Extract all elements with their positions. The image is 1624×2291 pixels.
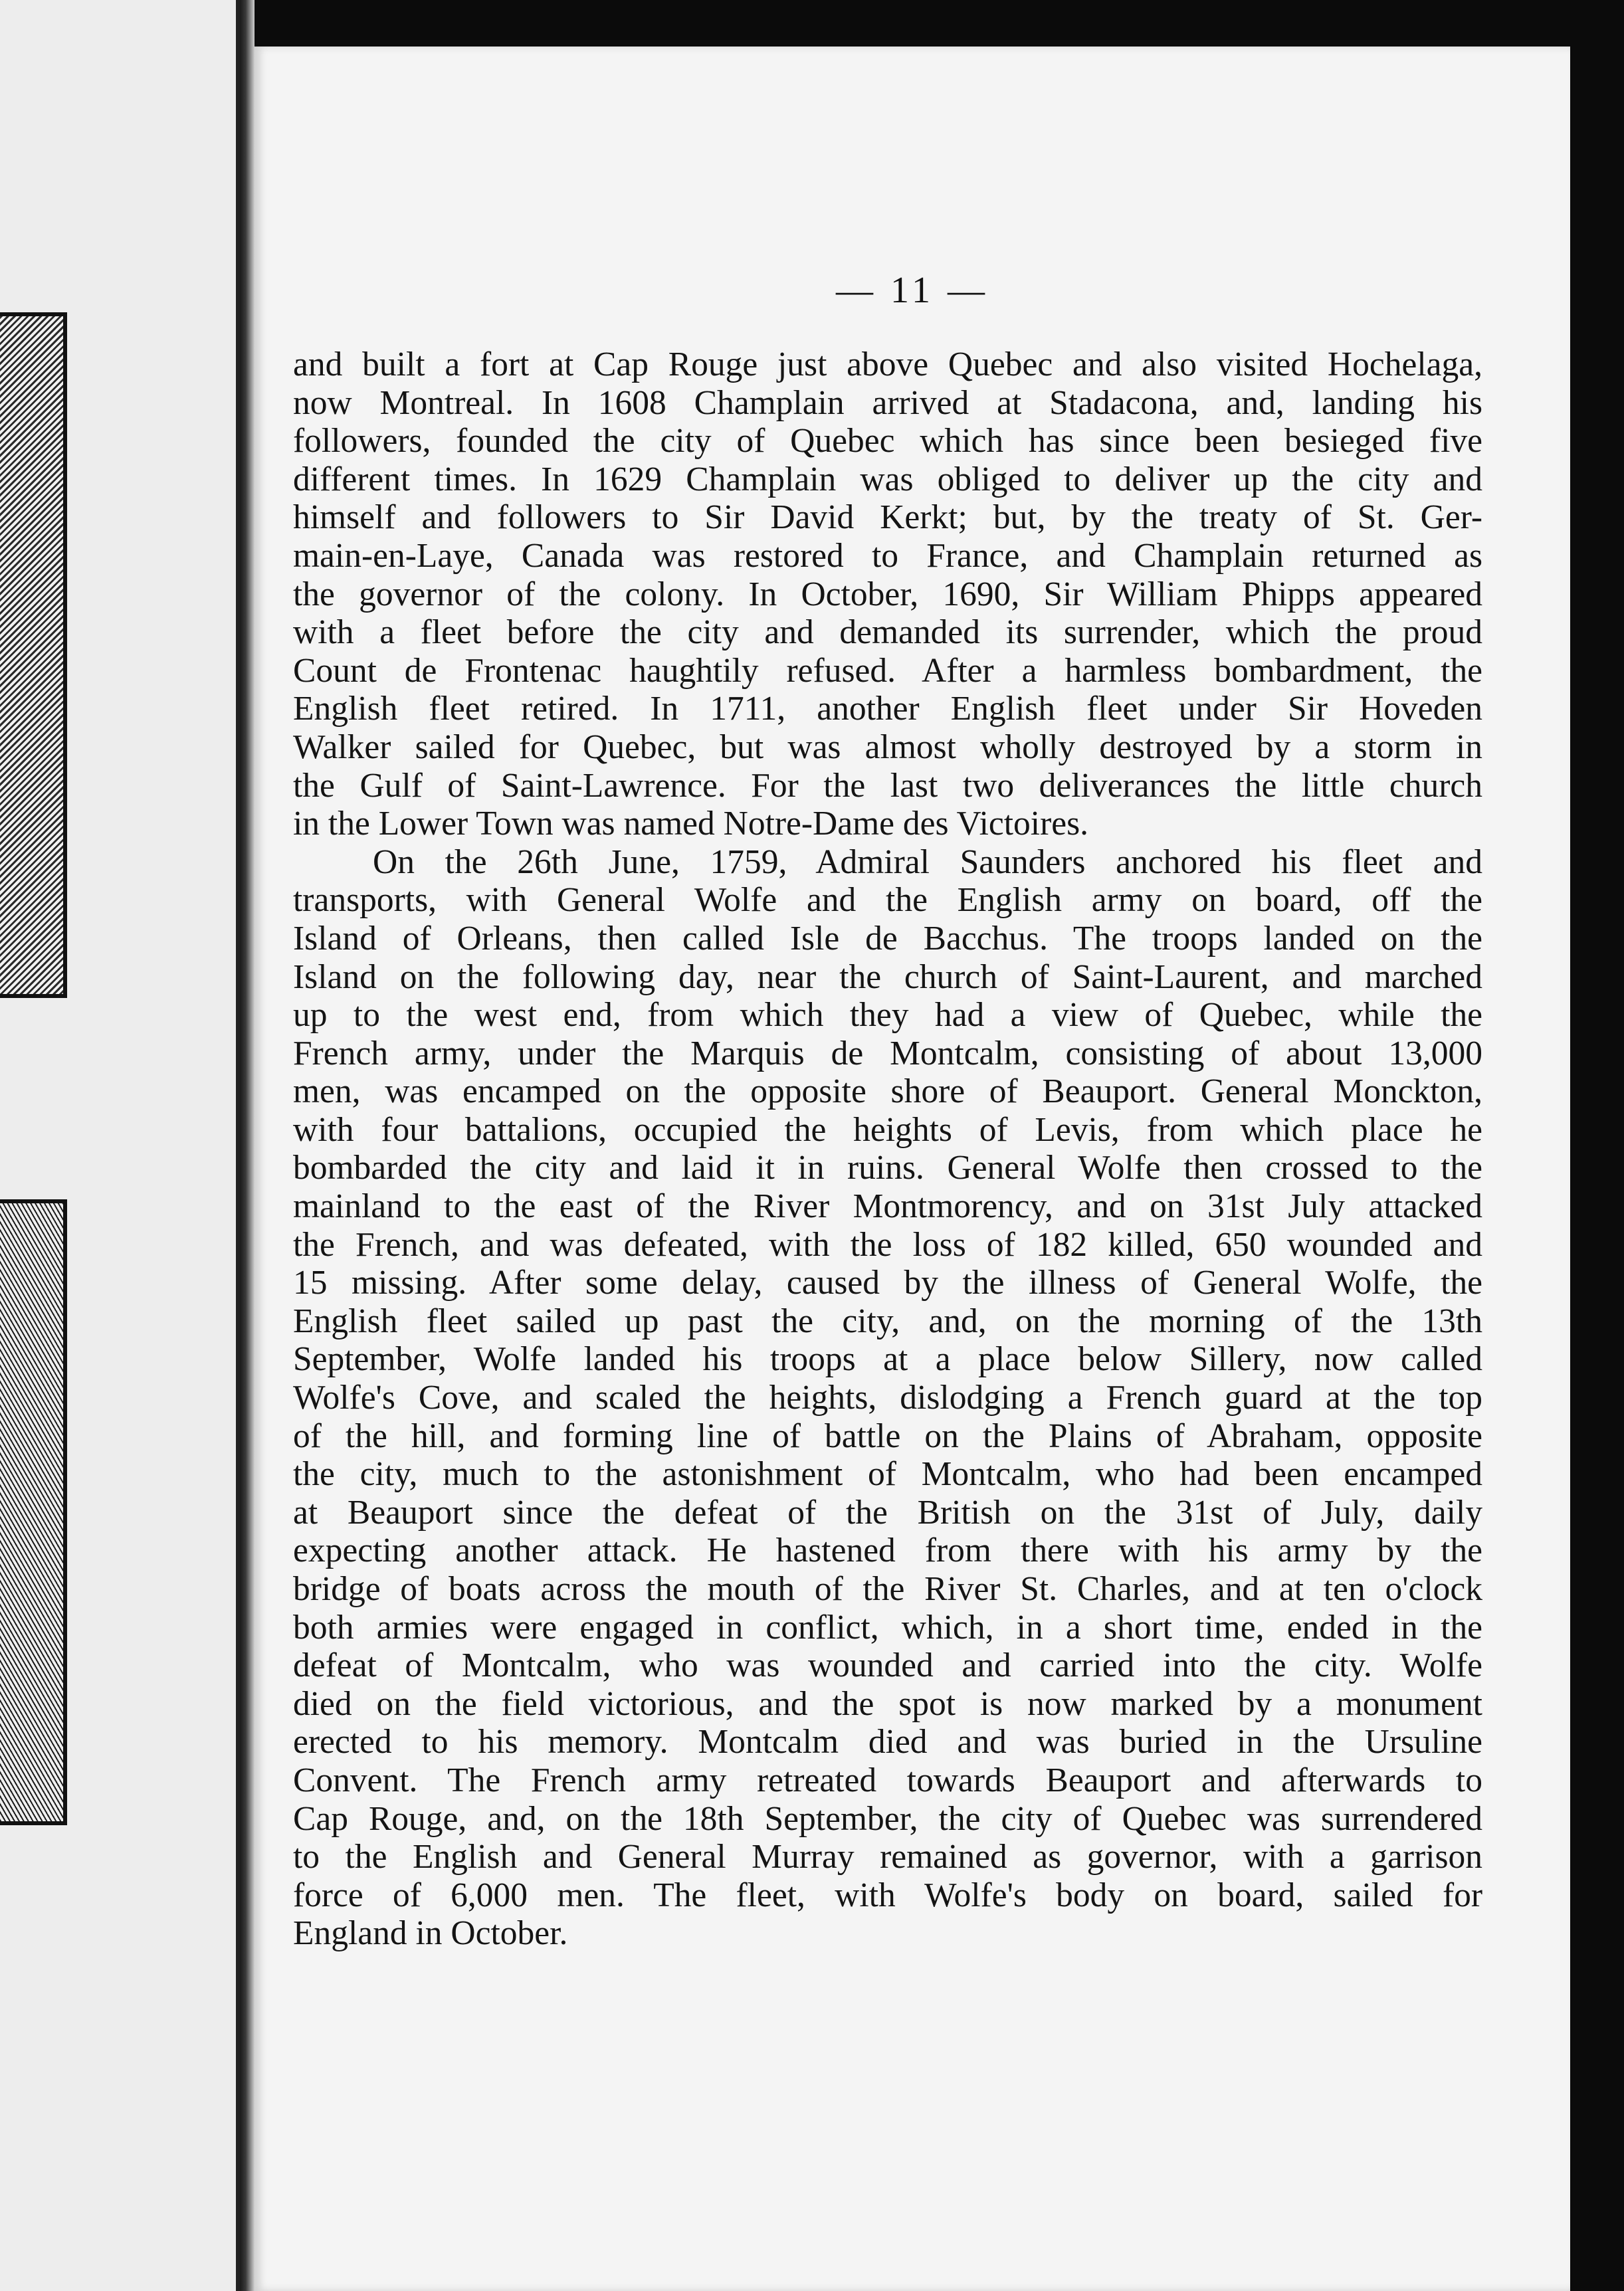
text-line: bombarded the city and laid it in ruins. General Wolfe then crossed to the — [293, 1149, 1482, 1187]
text-line: force of 6,000 men. The fleet, with Wolfe's body on board, sailed for — [293, 1876, 1482, 1914]
text-line: English fleet retired. In 1711, another English fleet under Sir Hoveden — [293, 690, 1482, 728]
text-line: to the English and General Murray remained as governor, with a garrison — [293, 1838, 1482, 1876]
previous-page-edge — [0, 0, 240, 2291]
text-line: now Montreal. In 1608 Champlain arrived at Stadacona, and, landing his — [293, 383, 1482, 422]
text-line: transports, with General Wolfe and the English army on board, off the — [293, 881, 1482, 920]
text-line: On the 26th June, 1759, Admiral Saunders anchored his fleet and — [373, 843, 1482, 881]
text-line: the Gulf of Saint-Lawrence. For the last two deliverances the little church — [293, 766, 1482, 805]
text-line: expecting another attack. He hastened from there with his army by the — [293, 1532, 1482, 1570]
paragraph-1 — [293, 346, 1482, 843]
page-number: — 11 — — [836, 270, 989, 311]
engraving-fragment-bottom — [0, 1199, 67, 1825]
text-line: died on the field victorious, and the spot is now marked by a monument — [293, 1684, 1482, 1723]
text-line: both armies were engaged in conflict, which, in a short time, ended in the — [293, 1608, 1482, 1646]
text-line: Count de Frontenac haughtily refused. After a harmless bombardment, the — [293, 651, 1482, 690]
text-line: erected to his memory. Montcalm died and was buried in the Ursuline — [293, 1723, 1482, 1761]
text-line: mainland to the east of the River Montmorency, and on 31st July attacked — [293, 1187, 1482, 1226]
text-line: Cap Rouge, and, on the 18th September, the city of Quebec was surrendered — [293, 1799, 1482, 1838]
book-gutter — [240, 0, 254, 2291]
text-line: with four battalions, occupied the heights of Levis, from which place he — [293, 1110, 1482, 1149]
paragraph-2 — [293, 843, 1482, 1953]
text-line: up to the west end, from which they had a view of Quebec, while the — [293, 996, 1482, 1035]
text-line: defeat of Montcalm, who was wounded and carried into the city. Wolfe — [293, 1646, 1482, 1685]
text-line: at Beauport since the defeat of the British on the 31st of July, daily — [293, 1493, 1482, 1532]
text-line: the governor of the colony. In October, 1690, Sir William Phipps appeared — [293, 575, 1482, 613]
text-line: main-en-Laye, Canada was restored to France, and Champlain returned as — [293, 536, 1482, 575]
text-line: with a fleet before the city and demanded its surrender, which the proud — [293, 613, 1482, 652]
text-line: and built a fort at Cap Rouge just above Quebec and also visited Hochelaga, — [293, 346, 1482, 383]
text-line: English fleet sailed up past the city, and, on the morning of the 13th — [293, 1302, 1482, 1340]
text-line: followers, founded the city of Quebec which has since been besieged five — [293, 422, 1482, 460]
text-line: the French, and was defeated, with the loss of 182 killed, 650 wounded and — [293, 1225, 1482, 1264]
engraving-fragment-top — [0, 312, 67, 998]
text-line: of the hill, and forming line of battle on the Plains of Abraham, opposite — [293, 1417, 1482, 1455]
text-line: French army, under the Marquis de Montcalm, consisting of about 13,000 — [293, 1034, 1482, 1072]
text-line: bridge of boats across the mouth of the River St. Charles, and at ten o'clock — [293, 1570, 1482, 1608]
text-line: England in October. — [293, 1914, 568, 1953]
text-line: Island of Orleans, then called Isle de Bacchus. The troops landed on the — [293, 919, 1482, 957]
text-line: himself and followers to Sir David Kerkt; but, by the treaty of St. Ger- — [293, 498, 1482, 537]
text-line: Convent. The French army retreated towards Beauport and afterwards to — [293, 1761, 1482, 1799]
body-text — [293, 346, 1482, 1953]
text-line: men, was encamped on the opposite shore of Beauport. General Monckton, — [293, 1072, 1482, 1111]
text-line: Island on the following day, near the church of Saint-Laurent, and marched — [293, 957, 1482, 996]
text-line: September, Wolfe landed his troops at a place below Sillery, now called — [293, 1340, 1482, 1379]
page — [254, 47, 1570, 2291]
text-line: the city, much to the astonishment of Montcalm, who had been encamped — [293, 1455, 1482, 1494]
text-line: different times. In 1629 Champlain was obliged to deliver up the city and — [293, 460, 1482, 498]
text-line: Wolfe's Cove, and scaled the heights, dislodging a French guard at the top — [293, 1379, 1482, 1417]
text-line: Walker sailed for Quebec, but was almost wholly destroyed by a storm in — [293, 728, 1482, 766]
text-line: in the Lower Town was named Notre-Dame des Victoires. — [293, 805, 1089, 843]
text-line: 15 missing. After some delay, caused by the illness of General Wolfe, the — [293, 1264, 1482, 1302]
